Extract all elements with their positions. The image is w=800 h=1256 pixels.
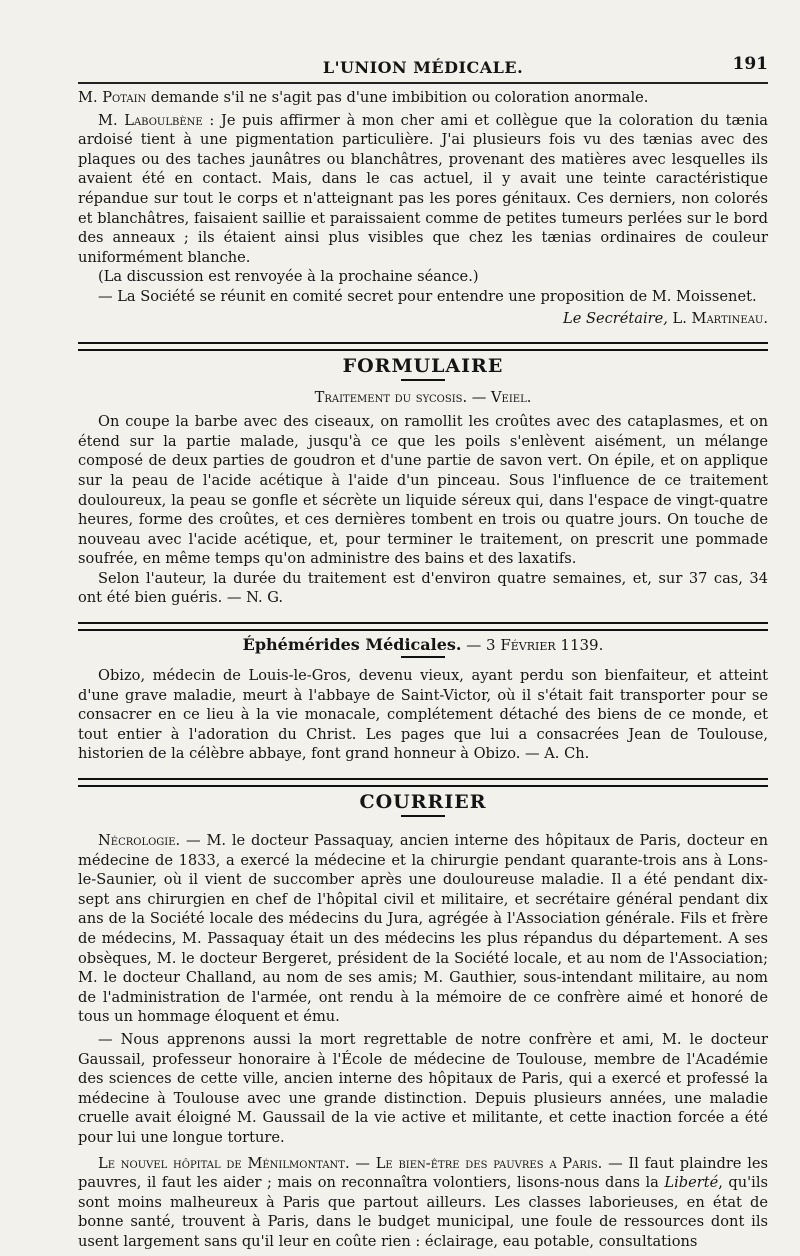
speaker-laboulbene: M. Laboulbène bbox=[98, 111, 203, 129]
title-underline bbox=[401, 815, 445, 817]
necrologie-paragraph bbox=[78, 831, 768, 1027]
necrologie-text: — M. le docteur Passaquay, ancien interne des hôpitaux de Paris, docteur en médecine de 1833, a exercé la médecine et la chirurgie pendant quarante-trois ans à Lons-le-Saunier, où il vient de succomber après une douloureuse maladie. Il a été pendant dix-sept ans chirurgien en chef de l'hôpital civil et militaire, et secrétaire général pendant dix ans de la Société locale des médecins du Jura, agrégée à l'Association générale. Fils et frère de médecins, M. Passaquay était un des médecins les plus répandus du département. A ses obsèques, M. le docteur Bergeret, président de la Société locale, et au nom de l'Association; M. le docteur Challand, au nom de ses amis; M. Gauthier, sous-intendant militaire, au nom de l'administration de l'armée, ont rendu à la mémoire de ce confrère aimé et honoré de tous un hommage éloquent et ému. bbox=[78, 832, 768, 1026]
courrier-title: COURRIER bbox=[359, 791, 487, 814]
comite-secret: — La Société se réunit en comité secret pour entendre une proposition de M. Moissenet. bbox=[98, 287, 757, 305]
formulaire-paragraph-1: On coupe la barbe avec des ciseaux, on ramollit les croûtes avec des cataplasmes, et on étend sur la partie malade, jusqu'à ce que les poils s'enlèvent aisément, un mélange composé de deux parties de goudron et d'une partie de savon vert. On épile, et on applique sur la peau de l'acide acétique à l'aide d'un pinceau. Sous l'influence de ce traitement douloureux, la peau se gonfle et sécrète un liquide séreux qui, dans l'espace de vingt-quatre heures, forme des croûtes, et ces dernières tombent en trois ou quatre jours. On touche de nouveau avec l'acide acétique, et, pour terminer le traitement, on prescrit une pommade soufrée, en même temps qu'on administre des bains et des laxatifs. bbox=[78, 413, 768, 568]
signature bbox=[78, 309, 768, 329]
laboulbene-text: : Je puis affirmer à mon cher ami et collègue que la coloration du tænia ardoisé tient à une pigmentation particulière. J'ai plusieurs fois vu des tænias avec des plaques ou des taches jaunâtres ou blanchâtres, provenant des matières avec lesquelles ils avaient été en contact. Mais, dans le cas actuel, il y avait une teinte caractéristique répandue sur tout le corps et n'atteignant pas les pores génitaux. Ces derniers, non colorés et blanchâtres, faisaient saillie et paraissaient comme de petites tumeurs perlées sur le bord des anneaux ; ils étaient ainsi plus visibles que chez les tænias ordinaires de couleur uniformément blanche. bbox=[78, 111, 768, 266]
section-rule-formulaire bbox=[78, 342, 768, 351]
page-number: 191 bbox=[732, 54, 768, 74]
signature-role: Le Secrétaire, bbox=[563, 309, 668, 327]
journal-title: L'UNION MÉDICALE. bbox=[322, 58, 524, 77]
gaussail-paragraph: — Nous apprenons aussi la mort regrettable de notre confrère et ami, M. le docteur Gaussail, professeur honoraire à l'École de médecine de Toulouse, membre de l'Académie des sciences de cette ville, ancien interne des hôpitaux de Paris, qui a exercé et professé la médecine à Toulouse avec une grande distinction. Depuis plusieurs années, une maladie cruelle avait éloigné M. Gaussail de la vie active et militante, et cette inaction forcée a été pour lui une longue torture. bbox=[78, 1030, 768, 1146]
discussion-renvoi: (La discussion est renvoyée à la prochaine séance.) bbox=[98, 268, 479, 286]
formulaire-paragraph-2: Selon l'auteur, la durée du traitement est d'environ quatre semaines, et, sur 37 cas, 34 ont été bien guéris. — N. G. bbox=[78, 569, 768, 607]
necrologie-label: Nécrologie. bbox=[98, 832, 181, 850]
running-head bbox=[78, 52, 768, 82]
speaker-potain: M. Potain bbox=[78, 89, 147, 106]
title-underline bbox=[401, 656, 445, 658]
section-rule-ephemerides bbox=[78, 622, 768, 631]
ephemerides-paragraph: Obizo, médecin de Louis-le-Gros, devenu vieux, ayant perdu son bienfaiteur, et atteint d'une grave maladie, meurt à l'abbaye de Saint-Victor, où il s'était fait transporter pour se consacrer en ce lieu à la vie monacale, complétement détaché des biens de ce monde, et tout entier à l'adoration du Christ. Les pages que lui a consacrées Jean de Toulouse, historien de la célèbre abbaye, font grand honneur à Obizo. — A. Ch. bbox=[78, 667, 768, 763]
potain-text: demande s'il ne s'agit pas d'une imbibition ou coloration anormale. bbox=[146, 89, 649, 106]
section-rule-courrier bbox=[78, 778, 768, 787]
header-rule bbox=[78, 82, 768, 84]
formulaire-title: FORMULAIRE bbox=[342, 355, 504, 378]
potain-paragraph bbox=[78, 88, 768, 108]
ephemerides-date: — 3 Février 1139. bbox=[461, 636, 604, 655]
hopital-text: — Il faut plaindre les pauvres, il faut les aider ; mais on reconnaîtra volontiers, lisons-nous dans la bbox=[78, 1154, 768, 1192]
liberte-title: Liberté bbox=[664, 1174, 719, 1192]
formulaire-subhead: Traitement du sycosis. — Veiel. bbox=[314, 389, 532, 407]
ephemerides-heading bbox=[78, 635, 768, 654]
ephemerides-title: Éphémérides Médicales. bbox=[242, 635, 462, 655]
hopital-paragraph bbox=[78, 1154, 768, 1252]
hopital-text-2: , qu'ils sont moins malheureux à Paris que partout ailleurs. Les classes laborieuses, en état de bonne santé, trouvent à Paris, dans le budget municipal, une foule de ressources dont ils usent largement sans qu'il leur en coûte rien : éclairage, eau potable, consultations bbox=[78, 1174, 768, 1250]
hopital-label: Le nouvel hôpital de Ménilmontant. — Le bien-être des pauvres a Paris. bbox=[98, 1154, 603, 1172]
laboulbene-paragraph bbox=[78, 111, 768, 268]
title-underline bbox=[401, 379, 445, 381]
signature-name: L. Martineau. bbox=[672, 309, 768, 327]
